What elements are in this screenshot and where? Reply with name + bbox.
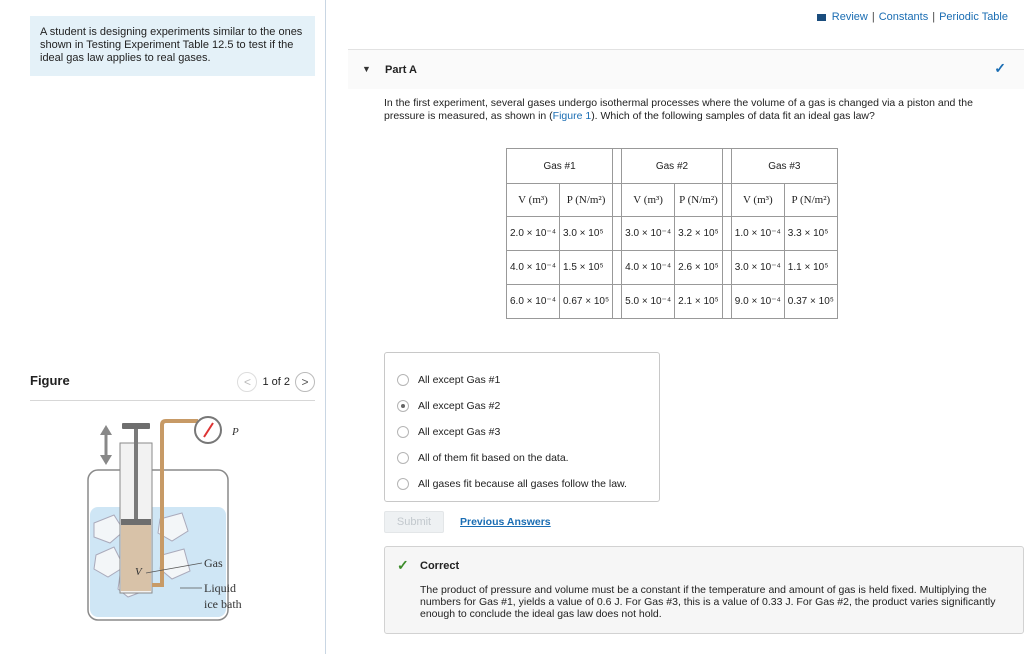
volume-header: V (m³)	[731, 184, 784, 217]
table-cell: 9.0 × 10⁻⁴	[731, 285, 784, 319]
radio-button[interactable]	[397, 452, 409, 464]
submit-button[interactable]: Submit	[384, 511, 444, 533]
collapse-caret-icon[interactable]: ▼	[362, 64, 371, 74]
figure-pager	[237, 372, 315, 392]
up-arrow-icon	[100, 425, 112, 435]
table-cell: 2.0 × 10⁻⁴	[507, 217, 560, 251]
liquid-label: Liquid	[204, 581, 236, 595]
choice-label: All except Gas #3	[418, 426, 501, 438]
pressure-header: P (N/m²)	[560, 184, 613, 217]
volume-header: V (m³)	[622, 184, 675, 217]
piston	[121, 519, 151, 525]
table-cell: 2.6 × 10⁵	[675, 251, 723, 285]
gas-data-table	[506, 148, 838, 319]
next-figure-button[interactable]: >	[295, 372, 315, 392]
answer-choices	[384, 352, 660, 502]
table-cell: 3.0 × 10⁵	[560, 217, 613, 251]
piston-figure	[80, 415, 270, 625]
correct-check-icon: ✓	[397, 557, 409, 573]
table-cell: 6.0 × 10⁻⁴	[507, 285, 560, 319]
radio-button[interactable]	[397, 426, 409, 438]
table-cell: 0.37 × 10⁵	[784, 285, 837, 319]
gas-chamber	[121, 525, 151, 591]
figure-link[interactable]: Figure 1	[552, 110, 592, 122]
table-cell: 1.5 × 10⁵	[560, 251, 613, 285]
table-cell: 0.67 × 10⁵	[560, 285, 613, 319]
table-cell: 4.0 × 10⁻⁴	[622, 251, 675, 285]
gas-header: Gas #2	[622, 149, 723, 184]
choice-option[interactable]	[385, 471, 659, 497]
periodic-table-link[interactable]: Periodic Table	[939, 11, 1008, 23]
table-cell: 3.3 × 10⁵	[784, 217, 837, 251]
choice-option[interactable]	[385, 393, 659, 419]
table-cell: 4.0 × 10⁻⁴	[507, 251, 560, 285]
table-cell: 3.2 × 10⁵	[675, 217, 723, 251]
table-row	[507, 285, 838, 319]
table-cell: 2.1 × 10⁵	[675, 285, 723, 319]
down-arrow-icon	[100, 455, 112, 465]
choice-option[interactable]	[385, 445, 659, 471]
part-complete-check-icon: ✓	[994, 60, 1006, 76]
piston-rod	[134, 427, 138, 519]
table-row	[507, 217, 838, 251]
figure-header	[30, 370, 315, 401]
pressure-header: P (N/m²)	[675, 184, 723, 217]
table-cell: 1.1 × 10⁵	[784, 251, 837, 285]
figure-page-count: 1 of 2	[262, 376, 290, 388]
choice-option[interactable]	[385, 367, 659, 393]
intro-text: A student is designing experiments similar to the ones shown in Testing Experiment Table 12.5 to test if the ideal gas law applies to real gases.	[30, 16, 315, 76]
figure-title: Figure	[30, 373, 70, 388]
choice-label: All except Gas #2	[418, 400, 501, 412]
gas-header: Gas #1	[507, 149, 613, 184]
choice-label: All of them fit based on the data.	[418, 452, 569, 464]
table-cell: 3.0 × 10⁻⁴	[622, 217, 675, 251]
choice-option[interactable]	[385, 419, 659, 445]
gas-label: Gas	[204, 556, 223, 570]
part-header[interactable]	[348, 49, 1024, 89]
piston-handle	[122, 423, 150, 429]
constants-link[interactable]: Constants	[878, 11, 929, 23]
review-icon	[817, 14, 826, 21]
table-cell: 5.0 × 10⁻⁴	[622, 285, 675, 319]
table-cell: 1.0 × 10⁻⁴	[731, 217, 784, 251]
question-text: In the first experiment, several gases undergo isothermal processes where the volume of a gas is changed via a piston and the pressure is measured, as shown in (Figure 1). Which of the following samples of data fit an ideal gas law?	[384, 97, 973, 122]
left-panel	[0, 0, 326, 654]
gas-header: Gas #3	[731, 149, 837, 184]
feedback-title: Correct	[420, 560, 460, 572]
ice-bath-label: ice bath	[204, 597, 242, 611]
review-link[interactable]: Review	[831, 11, 868, 23]
prev-figure-button[interactable]: <	[237, 372, 257, 392]
table-cell: 3.0 × 10⁻⁴	[731, 251, 784, 285]
feedback-box	[384, 546, 1024, 634]
previous-answers-link[interactable]: Previous Answers	[460, 516, 551, 528]
radio-button[interactable]	[397, 374, 409, 386]
volume-header: V (m³)	[507, 184, 560, 217]
radio-button[interactable]	[397, 478, 409, 490]
volume-label: V	[135, 566, 142, 578]
pressure-label: P	[232, 426, 239, 438]
top-links: Review | Constants | Periodic Table	[817, 11, 1008, 23]
part-title: Part A	[385, 64, 417, 76]
table-row	[507, 251, 838, 285]
pressure-header: P (N/m²)	[784, 184, 837, 217]
choice-label: All gases fit because all gases follow the law.	[418, 478, 627, 490]
choice-label: All except Gas #1	[418, 374, 501, 386]
feedback-text: The product of pressure and volume must be a constant if the temperature and amount of gas is held fixed. Multiplying the numbers for Gas #1, yields a value of 0.6 J. For Gas #3, this is a value of 0.33 J. For Gas #2, the product varies significantly enough to conclude the ideal gas law does not hold.	[420, 584, 996, 620]
radio-button-selected[interactable]	[397, 400, 409, 412]
